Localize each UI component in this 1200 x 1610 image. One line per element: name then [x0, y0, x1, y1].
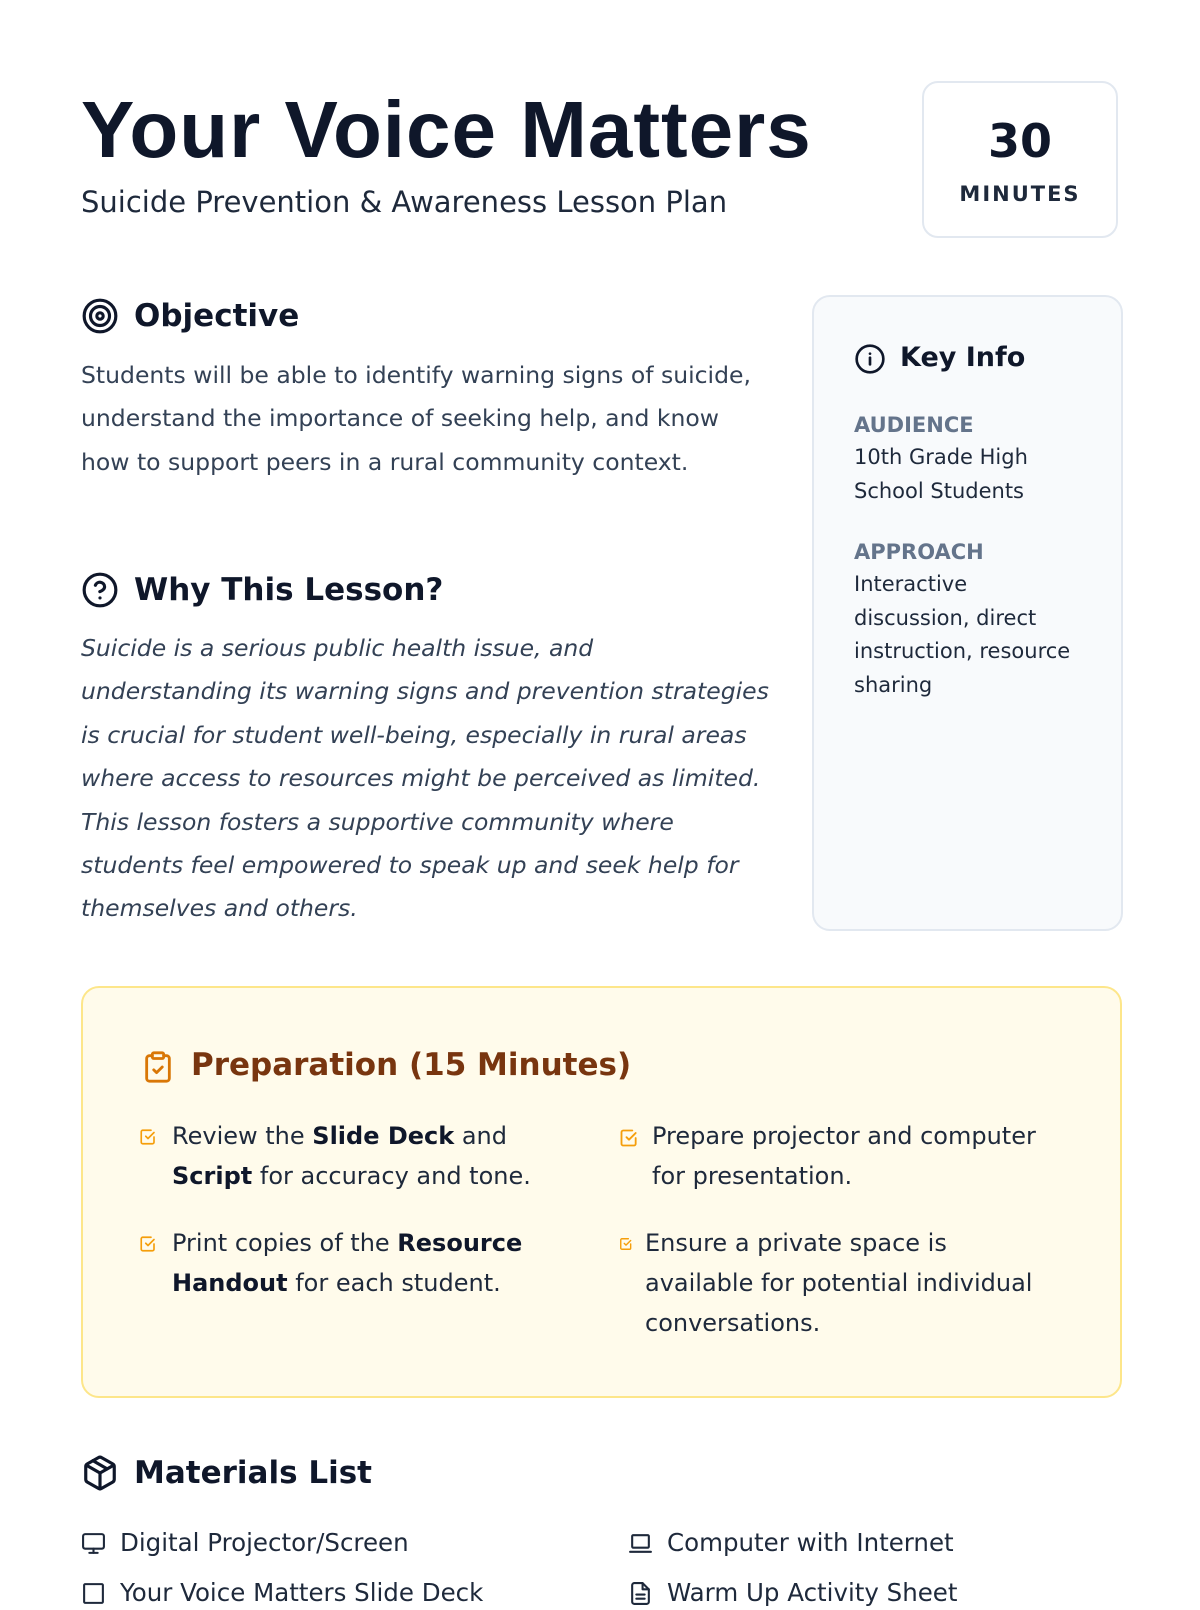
- monitor-icon: [81, 1531, 106, 1556]
- objective-title: Objective: [134, 298, 300, 334]
- script-emphasis: Script: [172, 1162, 253, 1190]
- key-info-title: Key Info: [900, 342, 1026, 373]
- file-text-icon: [628, 1581, 653, 1606]
- key-info-card: [812, 295, 1123, 931]
- check-square-icon: [619, 1237, 633, 1251]
- check-square-icon: [619, 1128, 639, 1148]
- lesson-plan-page: [81, 0, 1121, 1607]
- slide-deck-emphasis: Slide Deck: [312, 1122, 455, 1150]
- clipboard-check-icon: [141, 1048, 175, 1086]
- material-label: Digital Projector/Screen: [120, 1528, 409, 1557]
- prep-item-private-space-text: Ensure a private space is available for potential individual conversations.: [645, 1229, 1033, 1337]
- box-icon: [81, 1454, 119, 1492]
- duration-card: [922, 81, 1118, 238]
- why-title: Why This Lesson?: [134, 572, 444, 608]
- resource-handout-emphasis: Resource Handout: [172, 1229, 523, 1297]
- preparation-title: Preparation (15 Minutes): [191, 1047, 632, 1083]
- approach-label: APPROACH: [854, 540, 984, 564]
- objective-text: Students will be able to identify warning signs of suicide, understand the importance of seeking help, and know how to support peers in a rural community context.: [81, 361, 751, 476]
- page-subtitle: Suicide Prevention & Awareness Lesson Plan: [81, 185, 728, 219]
- info-icon: [854, 343, 886, 375]
- target-icon: [81, 297, 119, 335]
- duration-unit: MINUTES: [959, 182, 1081, 206]
- prep-item-review-text: Review the Slide Deck and Script for accuracy and tone.: [172, 1122, 531, 1190]
- prep-item-projector-text: Prepare projector and computer for presentation.: [652, 1122, 1036, 1190]
- materials-title: Materials List: [134, 1455, 372, 1491]
- material-label: Computer with Internet: [667, 1528, 954, 1557]
- prep-item-print-text: Print copies of the Resource Handout for each student.: [172, 1229, 523, 1297]
- preparation-box: [81, 986, 1122, 1398]
- duration-value: 30: [987, 114, 1052, 168]
- presentation-icon: [81, 1581, 106, 1606]
- laptop-icon: [628, 1531, 653, 1556]
- approach-value: Interactive discussion, direct instruction, resource sharing: [854, 572, 1071, 697]
- audience-label: AUDIENCE: [854, 413, 974, 437]
- check-square-icon: [139, 1128, 157, 1146]
- material-label: Your Voice Matters Slide Deck: [120, 1578, 484, 1607]
- help-circle-icon: [81, 571, 119, 609]
- check-square-icon: [139, 1235, 157, 1253]
- why-text: Suicide is a serious public health issue, and understanding its warning signs and prevention strategies is crucial for student well-being, especially in rural areas where access to resources might be perceived as limited. This lesson fosters a supportive community where students feel empowered to speak up and seek help for themselves and others.: [81, 634, 769, 923]
- material-label: Warm Up Activity Sheet: [667, 1578, 958, 1607]
- page-title: Your Voice Matters: [81, 85, 812, 174]
- audience-value: 10th Grade High School Students: [854, 445, 1028, 503]
